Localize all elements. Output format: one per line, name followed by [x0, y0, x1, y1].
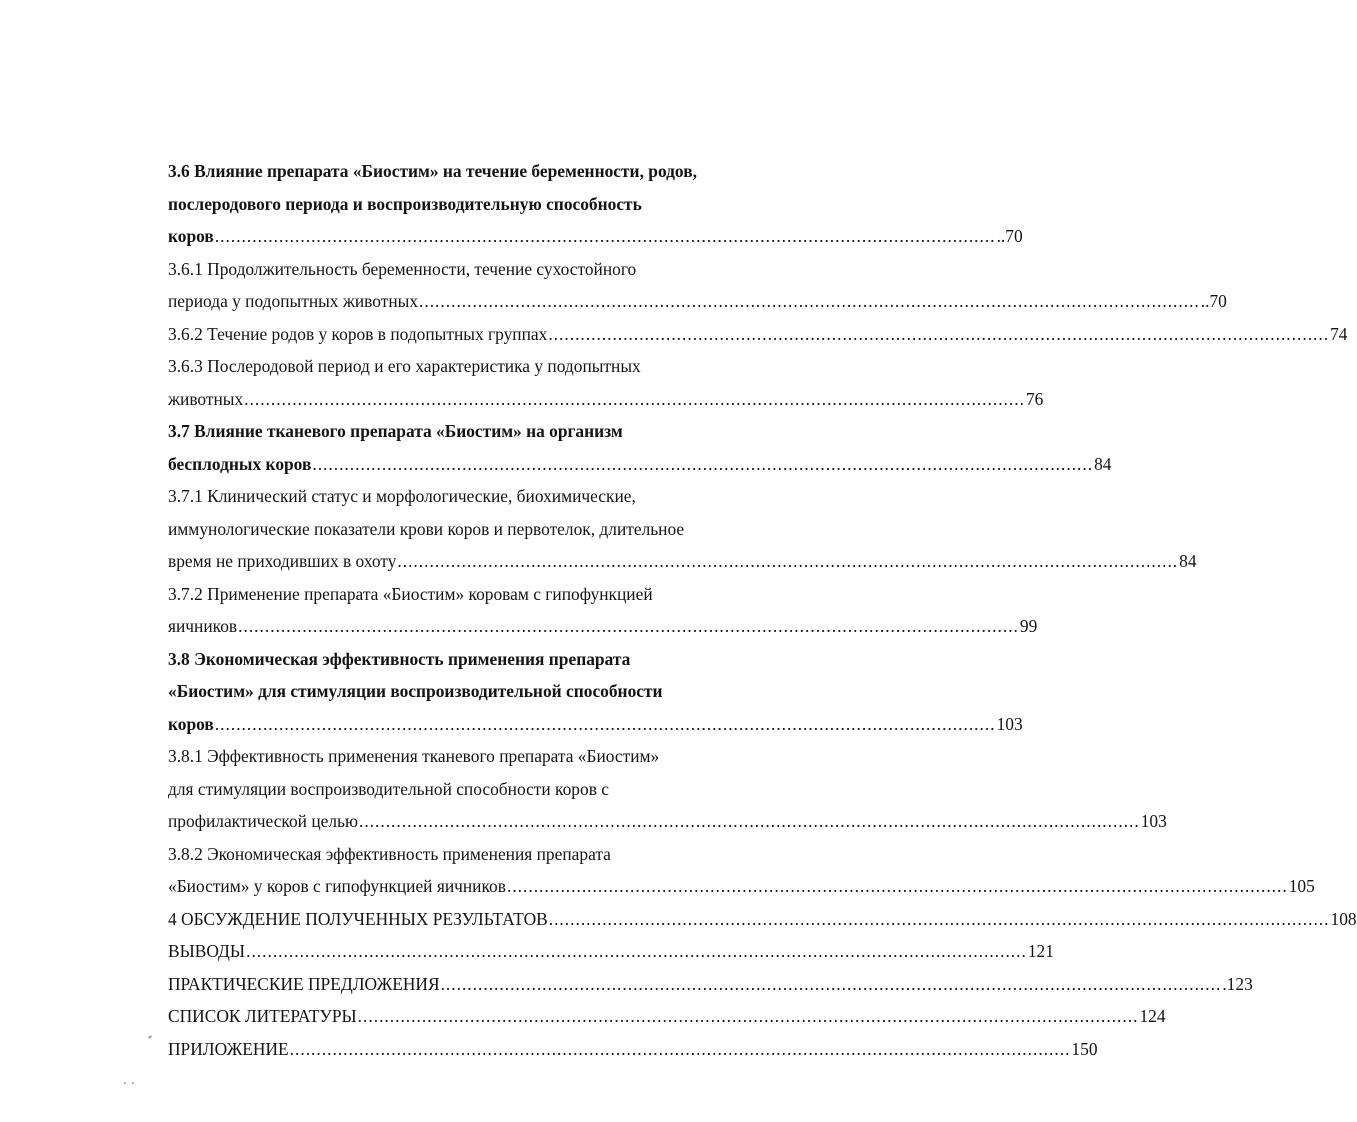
toc-3-6-3-text: животных	[168, 388, 244, 409]
toc-practical-text: ПРАКТИЧЕСКИЕ ПРЕДЛОЖЕНИЯ	[168, 973, 440, 994]
leader-dots: ..................................................................................................................................................	[358, 811, 1140, 831]
toc-appendix-text: ПРИЛОЖЕНИЕ	[168, 1038, 289, 1059]
toc-3-6-1-line-1: 3.6.1 Продолжительность беременности, течение сухостойного	[168, 258, 637, 279]
toc-literature-text: СПИСОК ЛИТЕРАТУРЫ	[168, 1006, 357, 1026]
page-number: ..70	[996, 226, 1023, 246]
page-number: 84	[1094, 453, 1112, 474]
toc-3-6-1-line-2	[168, 285, 1227, 318]
leader-dots: ..................................................................................................................................................	[214, 713, 996, 734]
leader-dots: ..................................................................................................................................................	[244, 388, 1025, 409]
page-number: 124	[1139, 1006, 1166, 1026]
leader-dots: ..................................................................................................................................................	[246, 941, 1027, 961]
toc-appendix	[168, 1033, 1098, 1066]
toc-conclusions-text: ВЫВОДЫ	[168, 941, 246, 961]
toc-4-line-1	[168, 903, 1357, 936]
toc-3-6-3-line-2	[168, 383, 1044, 416]
toc-3-8-1-line-2: для стимуляции воспроизводительной способности коров с	[168, 778, 609, 799]
leader-dots: ..................................................................................................................................................	[548, 323, 1330, 344]
toc-3-6-line-3	[168, 220, 1023, 253]
toc-3-8-line-2: «Биостим» для стимуляции воспроизводительной способности	[168, 681, 663, 701]
toc-3-7-1-text: время не приходивших в охоту	[168, 551, 397, 571]
toc-3-8-2-text: «Биостим» у коров с гипофункцией яичников	[168, 876, 506, 896]
toc-conclusions	[168, 935, 1054, 968]
table-of-contents	[168, 155, 1357, 1065]
leader-dots: ..................................................................................................................................................	[357, 1006, 1139, 1026]
toc-3-6-1-text: периода у подопытных животных	[168, 291, 419, 311]
leader-dots: ..................................................................................................................................................	[397, 551, 1179, 571]
toc-3-8-1-line-1: 3.8.1 Эффективность применения тканевого препарата «Биостим»	[168, 746, 660, 766]
toc-3-6-line-1: 3.6 Влияние препарата «Биостим» на течение беременности, родов,	[168, 161, 697, 181]
page-number: 105	[1288, 876, 1315, 896]
toc-practical	[168, 968, 1253, 1001]
leader-dots: ..................................................................................................................................................	[548, 908, 1330, 929]
page-number: 108	[1330, 908, 1357, 929]
leader-dots: ..................................................................................................................................................	[419, 291, 1200, 311]
leader-dots: ..................................................................................................................................................	[506, 876, 1288, 896]
page-number: ..70	[1200, 291, 1227, 311]
page-number: 103	[996, 713, 1023, 734]
page-number: .123	[1222, 973, 1253, 994]
scan-speck	[132, 1082, 134, 1084]
toc-literature	[168, 1000, 1166, 1033]
toc-3-7-line-2	[168, 448, 1112, 481]
toc-3-7-2-line-1: 3.7.2 Применение препарата «Биостим» коровам с гипофункцией	[168, 583, 653, 604]
toc-3-6-text: коров	[168, 226, 214, 246]
toc-3-8-2-line-1: 3.8.2 Экономическая эффективность применения препарата	[168, 843, 611, 864]
scan-speck	[148, 1035, 152, 1039]
toc-3-8-line-3	[168, 708, 1023, 741]
leader-dots: ..................................................................................................................................................	[312, 453, 1094, 474]
toc-3-7-2-line-2	[168, 610, 1038, 643]
leader-dots: ..................................................................................................................................................	[440, 973, 1222, 994]
toc-3-7-line-1: 3.7 Влияние тканевого препарата «Биостим» на организм	[168, 421, 623, 441]
toc-3-7-1-line-3	[168, 545, 1197, 578]
page-number: 103	[1140, 811, 1167, 831]
toc-3-7-2-text: яичников	[168, 616, 238, 636]
toc-3-8-1-text: профилактической целью	[168, 811, 358, 831]
toc-3-7-1-line-2: иммунологические показатели крови коров и первотелок, длительное	[168, 518, 685, 539]
page-number: 76	[1025, 388, 1044, 409]
toc-3-8-text: коров	[168, 713, 214, 734]
toc-3-7-text: бесплодных коров	[168, 453, 312, 474]
toc-3-7-1-line-1: 3.7.1 Клинический статус и морфологические, биохимические,	[168, 486, 636, 506]
toc-3-6-line-2: послеродового периода и воспроизводительную способность	[168, 193, 642, 214]
leader-dots: ..................................................................................................................................................	[238, 616, 1019, 636]
toc-4-text: 4 ОБСУЖДЕНИЕ ПОЛУЧЕННЫХ РЕЗУЛЬТАТОВ	[168, 908, 548, 929]
leader-dots: ..................................................................................................................................................	[214, 226, 996, 246]
page-number: 121	[1027, 941, 1054, 961]
toc-3-6-3-line-1: 3.6.3 Послеродовой период и его характеристика у подопытных	[168, 356, 641, 376]
toc-3-8-1-line-3	[168, 805, 1167, 838]
page-number: 150	[1071, 1038, 1098, 1059]
page-number: 99	[1019, 616, 1038, 636]
leader-dots: ..................................................................................................................................................	[289, 1038, 1071, 1059]
toc-3-8-line-1: 3.8 Экономическая эффективность применения препарата	[168, 648, 631, 669]
toc-3-6-2-line-1	[168, 318, 1348, 351]
page-number: 74	[1330, 323, 1348, 344]
scan-speck	[124, 1082, 126, 1084]
toc-3-8-2-line-2	[168, 870, 1315, 903]
toc-3-6-2-text: 3.6.2 Течение родов у коров в подопытных группах	[168, 323, 548, 344]
page-number: 84	[1179, 551, 1197, 571]
